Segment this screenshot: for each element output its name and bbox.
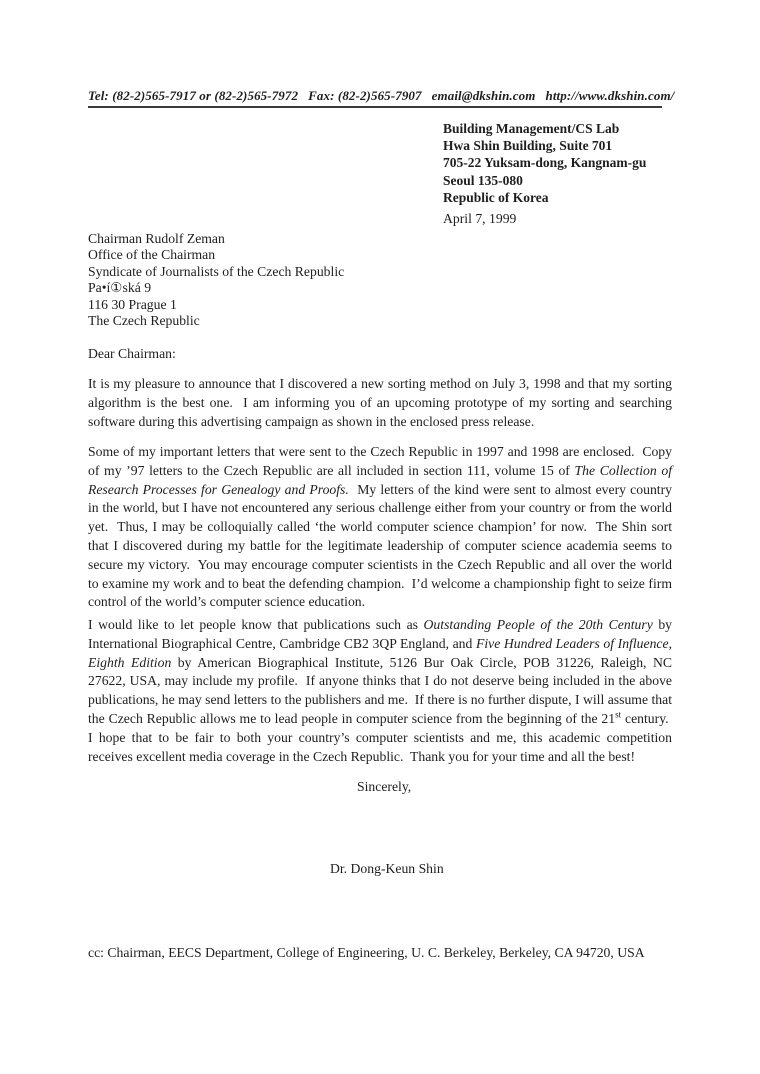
body-paragraph-3: I would like to let people know that publications such as Outstanding People of the 20th Century by International Biographical Centre, Cambridge CB2 3QP England, and Five Hundred Leaders of Influence, Eighth Edition by American Biographical Institute, 5126 Bur Oak Circle, POB 31226, Raleigh, NC 27622, USA, may include my profile. If anyone thinks that I do not deserve being included in the above publications, he may send letters to the publishers and me. If there is no further dispute, I will assume that the Czech Republic allows me to lead people in computer science from the beginning of the 21st century. I hope that to be fair to both your country’s computer scientists and me, this academic competition receives excellent media coverage in the Czech Republic. Thank you for your time and all the best! bbox=[88, 617, 673, 764]
recipient-address-block bbox=[88, 231, 344, 329]
sender-address-line: Seoul 135-080 bbox=[443, 172, 523, 188]
body-paragraph-2: Some of my important letters that were sent to the Czech Republic in 1997 and 1998 are enclosed. Copy of my ’97 letters to the Czech Republic are all included in section 111, volume 15 of The Collection of Research Processes for Genealogy and Proofs. My letters of the kind were sent to almost every country in the world, but I have not encountered any serious challenge either from your country or from the world yet. Thus, I may be colloquially called ‘the world computer science champion’ for now. The Shin sort that I discovered during my battle for the legitimate leadership of computer science academia seems to secure my victory. You may encourage computer scientists in the Czech Republic and all over the world to examine my work and to beat the defending champion. I’d welcome a championship fight to seize firm control of the world’s computer science education. bbox=[88, 444, 673, 610]
recipient-address-line: Pa•í①ská 9 bbox=[88, 280, 152, 296]
letter-date: April 7, 1999 bbox=[443, 211, 517, 226]
closing-valediction: Sincerely, bbox=[357, 779, 412, 794]
salutation: Dear Chairman: bbox=[88, 346, 176, 361]
recipient-address-line: Office of the Chairman bbox=[88, 247, 216, 263]
body-paragraph-1: It is my pleasure to announce that I discovered a new sorting method on July 3, 1998 and that my sorting algorithm is the best one. I am informing you of an upcoming prototype of my sorting and searching software during this advertising campaign as shown in the enclosed press release. bbox=[88, 376, 672, 429]
signature-name: Dr. Dong-Keun Shin bbox=[330, 861, 444, 876]
letterhead-contact-line: Tel: (82-2)565-7917 or (82-2)565-7972 Fax: (82-2)565-7907 email@dkshin.com http://www.dkshin.com/ bbox=[88, 88, 662, 108]
recipient-address-line: Syndicate of Journalists of the Czech Republic bbox=[88, 263, 345, 279]
sender-address-line: 705-22 Yuksam-dong, Kangnam-gu bbox=[443, 155, 647, 171]
sender-address-line: Hwa Shin Building, Suite 701 bbox=[443, 138, 613, 154]
sender-address-line: Building Management/CS Lab bbox=[443, 121, 620, 136]
cc-line: cc: Chairman, EECS Department, College of Engineering, U. C. Berkeley, Berkeley, CA 94720, USA bbox=[88, 945, 645, 960]
sender-address-block bbox=[443, 120, 646, 206]
sender-address-line: Republic of Korea bbox=[443, 189, 549, 205]
recipient-address-line: 116 30 Prague 1 bbox=[88, 296, 177, 312]
recipient-address-line: Chairman Rudolf Zeman bbox=[88, 231, 225, 246]
recipient-address-line: The Czech Republic bbox=[88, 313, 200, 329]
